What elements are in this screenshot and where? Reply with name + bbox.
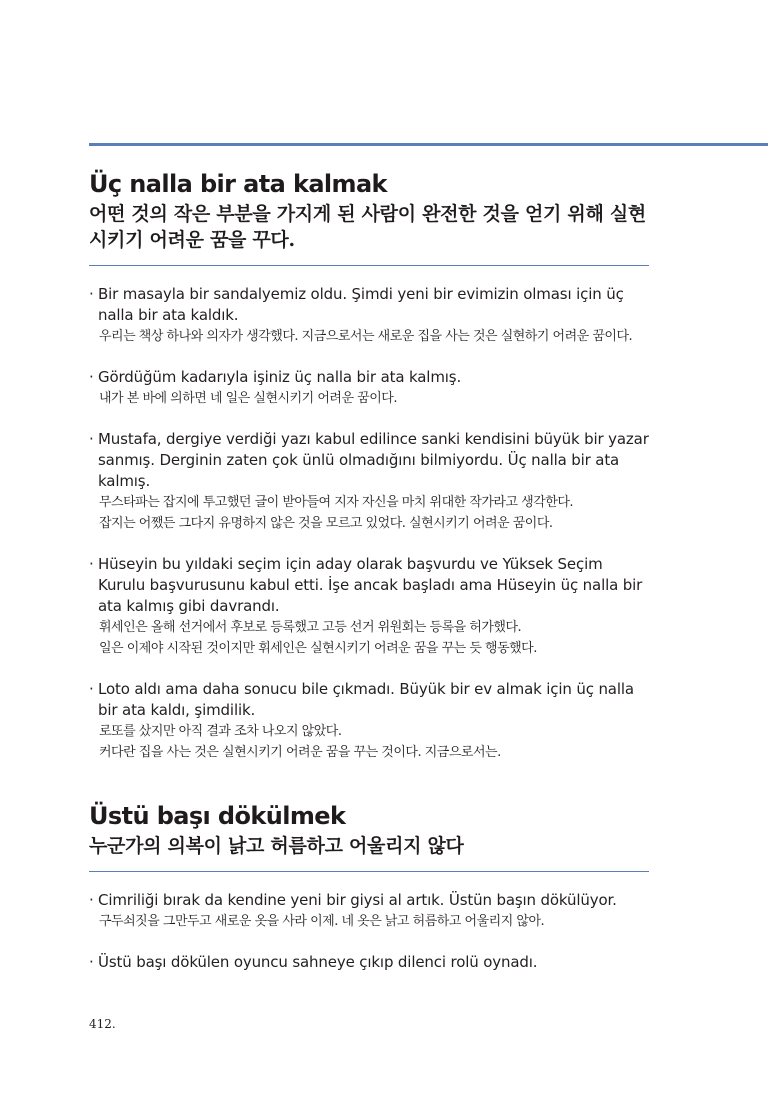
example-turkish: Hüseyin bu yıldaki seçim için aday olarak başvurdu ve Yüksek Seçim Kurulu başvurusunu kabul etti. İşe ancak başladı ama Hüseyin üç nalla bir ata kalmış gibi davrandı. — [98, 555, 643, 615]
section-divider — [89, 265, 649, 266]
bullet-mark: · — [89, 555, 94, 573]
bullet-mark: · — [89, 891, 94, 909]
example-item — [89, 554, 649, 659]
example-turkish: Üstü başı dökülen oyuncu sahneye çıkıp dilenci rolü oynadı. — [98, 953, 538, 971]
idiom-term: Üç nalla bir ata kalmak — [89, 170, 387, 198]
example-korean: 구두쇠짓을 그만두고 새로운 옷을 사라 이제. 네 옷은 낡고 허름하고 어울리지 않아. — [99, 914, 545, 929]
example-turkish: Cimriliği bırak da kendine yeni bir giysi al artık. Üstün başın dökülüyor. — [98, 891, 617, 909]
example-turkish: Mustafa, dergiye verdiği yazı kabul edilince sanki kendisini büyük bir yazar sanmış. Derginin zaten çok ünlü olmadığını bilmiyordu. Üç nalla bir ata kalmış. — [98, 430, 649, 490]
idiom-section-2 — [89, 800, 649, 993]
example-korean: 로또를 샀지만 아직 결과 조차 나오지 않았다. — [99, 724, 342, 739]
example-korean: 휘세인은 올해 선거에서 후보로 등록했고 고등 선거 위원회는 등록을 허가했다. — [99, 620, 522, 635]
bullet-mark: · — [89, 285, 94, 303]
example-item — [89, 429, 649, 534]
example-korean: 커다란 집을 사는 것은 실현시키기 어려운 꿈을 꾸는 것이다. 지금으로서는. — [99, 745, 501, 760]
example-turkish: Bir masayla bir sandalyemiz oldu. Şimdi yeni bir evimizin olması için üç nalla bir ata kaldık. — [98, 285, 624, 324]
example-item — [89, 952, 649, 973]
example-korean: 무스타파는 잡지에 투고했던 글이 받아들여 지자 자신을 마치 위대한 작가라고 생각한다. — [99, 495, 574, 510]
example-item — [89, 284, 649, 347]
idiom-meaning: 누군가의 의복이 낡고 허름하고 어울리지 않다 — [89, 835, 464, 857]
example-turkish: Loto aldı ama daha sonucu bile çıkmadı. Büyük bir ev almak için üç nalla bir ata kaldı, şimdilik. — [98, 680, 634, 719]
example-turkish: Gördüğüm kadarıyla işiniz üç nalla bir ata kalmış. — [98, 368, 462, 386]
bullet-mark: · — [89, 680, 94, 698]
section-divider — [89, 871, 649, 872]
page-number: 412. — [89, 1017, 116, 1031]
idiom-term: Üstü başı dökülmek — [89, 802, 346, 830]
example-korean: 우리는 책상 하나와 의자가 생각했다. 지금으로서는 새로운 집을 사는 것은 실현하기 어려운 꿈이다. — [99, 329, 633, 344]
example-item — [89, 890, 649, 932]
bullet-mark: · — [89, 953, 94, 971]
example-korean: 일은 이제야 시작된 것이지만 휘세인은 실현시키기 어려운 꿈을 꾸는 듯 행동했다. — [99, 641, 537, 656]
idiom-meaning: 어떤 것의 작은 부분을 가지게 된 사람이 완전한 것을 얻기 위해 실현시키기 어려운 꿈을 꾸다. — [89, 203, 646, 251]
example-item — [89, 367, 649, 409]
idiom-section-1 — [89, 168, 649, 783]
bullet-mark: · — [89, 430, 94, 448]
bullet-mark: · — [89, 368, 94, 386]
example-item — [89, 679, 649, 763]
example-korean: 내가 본 바에 의하면 네 일은 실현시키기 어려운 꿈이다. — [99, 391, 397, 406]
top-rule — [89, 143, 768, 146]
example-korean: 잡지는 어쨌든 그다지 유명하지 않은 것을 모르고 있었다. 실현시키기 어려운 꿈이다. — [99, 516, 553, 531]
